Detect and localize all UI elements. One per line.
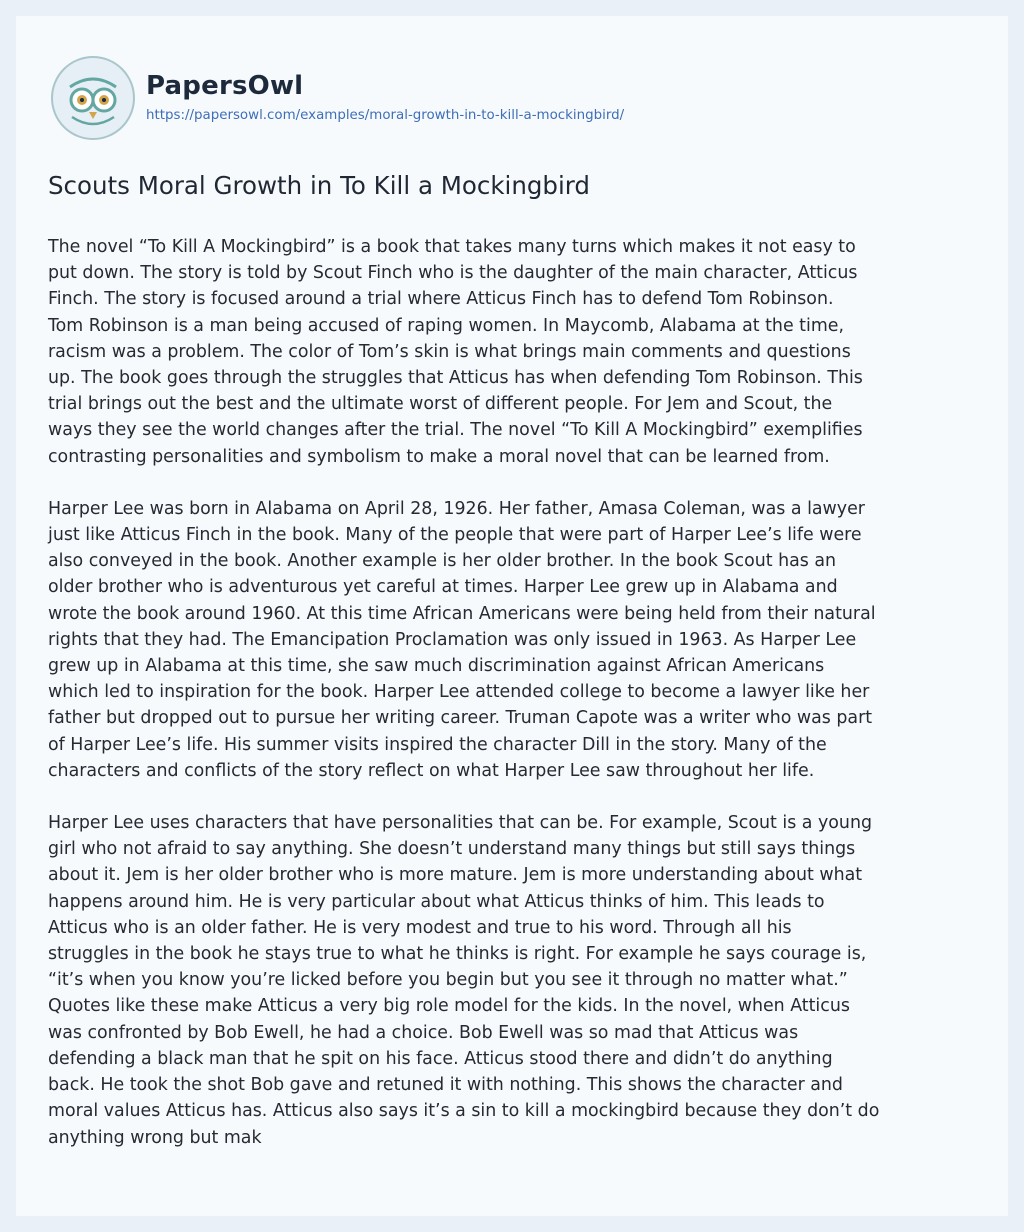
brand bbox=[146, 71, 624, 125]
paragraph-1: The novel “To Kill A Mockingbird” is a book that takes many turns which makes it not easy to put down. The story is told by Scout Finch who is the daughter of the main character, Atticus Finch. The story is focused around a trial where Atticus Finch has to defend Tom Robinson. Tom Robinson is a man being accused of raping women. In Maycomb, Alabama at the time, racism was a problem. The color of Tom’s skin is what brings main comments and questions up. The book goes through the struggles that Atticus has when defending Tom Robinson. This trial brings out the best and the ultimate worst of different people. For Jem and Scout, the ways they see the world changes after the trial. The novel “To Kill A Mockingbird” exemplifies contrasting personalities and symbolism to make a moral novel that can be learned from. bbox=[48, 237, 863, 467]
brand-name[interactable]: PapersOwl bbox=[146, 71, 304, 101]
site-header bbox=[48, 58, 624, 138]
document-body bbox=[48, 234, 983, 1177]
document-title: Scouts Moral Growth in To Kill a Mockingbird bbox=[48, 171, 590, 200]
owl-logo-icon[interactable] bbox=[48, 53, 138, 143]
paragraph-2: Harper Lee was born in Alabama on April 28, 1926. Her father, Amasa Coleman, was a lawyer just like Atticus Finch in the book. Many of the people that were part of Harper Lee’s life were also conveyed in the book. Another example is her older brother. In the book Scout has an older brother who is adventurous yet careful at times. Harper Lee grew up in Alabama and wrote the book around 1960. At this time African Americans were being held from their natural rights that they had. The Emancipation Proclamation was only issued in 1963. As Harper Lee grew up in Alabama at this time, she saw much discrimination against African Americans which led to inspiration for the book. Harper Lee attended college to become a lawyer like her father but dropped out to pursue her writing career. Truman Capote was a writer who was part of Harper Lee’s life. His summer visits inspired the character Dill in the story. Many of the characters and conflicts of the story reflect on what Harper Lee saw throughout her life. bbox=[48, 498, 876, 781]
source-url-link[interactable]: https://papersowl.com/examples/moral-growth-in-to-kill-a-mockingbird/ bbox=[146, 108, 625, 123]
paragraph-3: Harper Lee uses characters that have personalities that can be. For example, Scout is a young girl who not afraid to say anything. She doesn’t understand many things but still says things about it. Jem is her older brother who is more mature. Jem is more understanding about what happens around him. He is very particular about what Atticus thinks of him. This leads to Atticus who is an older father. He is very modest and true to his word. Through all his struggles in the book he stays true to what he thinks is right. For example he says courage is, “it’s when you know you’re licked before you begin but you see it through no matter what.” Quotes like these make Atticus a very big role model for the kids. In the novel, when Atticus was confronted by Bob Ewell, he had a choice. Bob Ewell was so mad that Atticus was defending a black man that he spit on his face. Atticus stood there and didn’t do anything back. He took the shot Bob gave and retuned it with nothing. This shows the character and moral values Atticus has. Atticus also says it’s a sin to kill a mockingbird because they don’t do anything wrong but mak bbox=[48, 813, 880, 1148]
